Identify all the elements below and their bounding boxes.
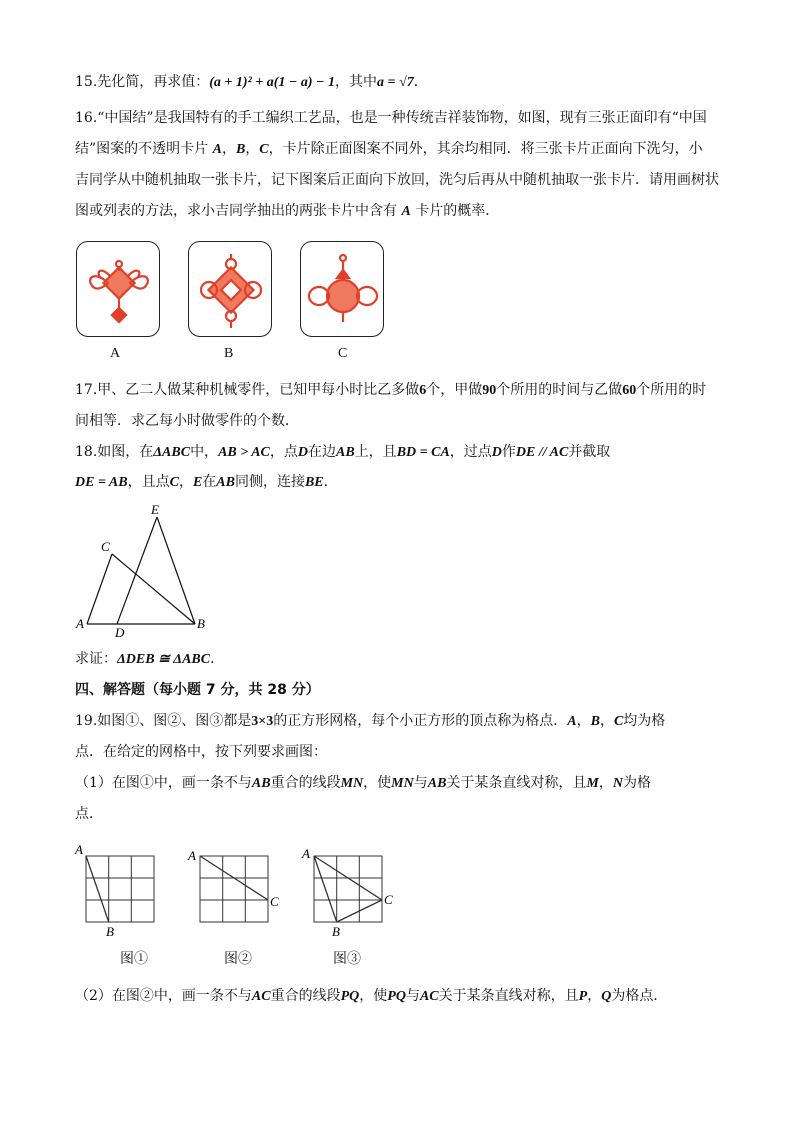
- q19-p1e: 关于某条直线对称，且: [446, 775, 587, 791]
- q16-line2b: ，卡片除正面图案不同外，其余均相同．将三张卡片正面向下洗匀，小: [268, 141, 703, 157]
- q19-p2-pq: PQ: [340, 989, 360, 1004]
- q16-sep2: ，: [245, 141, 260, 157]
- q18-line1: [75, 442, 610, 463]
- q15-line: [75, 72, 428, 93]
- segment-de: [117, 517, 157, 624]
- card-a: [76, 241, 160, 337]
- label-d: D: [115, 625, 125, 640]
- q17-line2: 间相等．求乙每小时做零件的个数．: [75, 413, 299, 429]
- q18-line2b: ，: [178, 474, 193, 490]
- q18-d: D: [297, 445, 308, 460]
- q17-n2: 90: [482, 383, 497, 398]
- q18-par: DE // AC: [515, 445, 569, 460]
- q19-p1-ab2: AB: [427, 776, 447, 791]
- fig3-label-b: B: [332, 924, 340, 939]
- q19-line1: [75, 711, 665, 732]
- card-b: [188, 241, 272, 337]
- q19-p1b: 重合的线段: [270, 775, 341, 791]
- q19-grid-fig3: [298, 840, 408, 940]
- card-c: [300, 241, 384, 337]
- q18-line1g: 作: [501, 444, 516, 460]
- q18-line1a: 18.如图，在: [75, 444, 154, 460]
- q16-line4b: 卡片的概率．: [410, 203, 500, 219]
- q17-line1b: 个，甲做: [426, 382, 483, 398]
- q17-line1: [75, 380, 706, 401]
- q18-line1c: ，点: [269, 444, 298, 460]
- q15-lead: 15.先化简，再求值：: [75, 74, 210, 90]
- label-b: B: [197, 616, 205, 631]
- q19-p1f: ，: [598, 775, 613, 791]
- q18-line2a: ，且点: [127, 474, 170, 490]
- q15-mid: ，其中: [335, 74, 378, 90]
- q19-line1c: 均为格: [623, 713, 666, 729]
- q19-p2d: 与: [405, 988, 420, 1004]
- q19-p1g: 为格: [623, 775, 651, 791]
- q19-grid-fig1: [70, 840, 170, 940]
- q19-p1-mn2: MN: [391, 776, 414, 791]
- q19-pa: A: [567, 714, 577, 729]
- q19-p1-n: N: [612, 776, 623, 791]
- q19-p1d: 与: [413, 775, 428, 791]
- q18-proof-stmt: ΔDEB ≅ ΔABC: [117, 652, 211, 667]
- card-c-caption: C: [338, 346, 348, 361]
- q18-tri: ΔABC: [153, 445, 191, 460]
- q17-n1: 6: [419, 383, 427, 398]
- q17-line1a: 17.甲、乙二人做某种机械零件，已知甲每小时比乙多做: [75, 382, 420, 398]
- label-c: C: [101, 539, 110, 554]
- label-a: A: [76, 616, 84, 631]
- q19-s2: ，: [599, 713, 614, 729]
- q19-s1: ，: [576, 713, 591, 729]
- q16-line2: [75, 139, 703, 160]
- q15-expression: (a + 1)² + a(1 − a) − 1: [209, 75, 336, 90]
- q16-line4: [75, 201, 499, 222]
- q15-end: ．: [413, 74, 428, 90]
- q19-p1a: （1）在图①中，画一条不与: [75, 775, 252, 791]
- q19-p2c: ，使: [359, 988, 388, 1004]
- q19-p2-line1: [75, 986, 667, 1007]
- chinese-knot-a-icon: [77, 242, 161, 338]
- q18-line2: [75, 472, 338, 493]
- q16-line1: 16.“中国结”是我国特有的手工编织工艺品，也是一种传统吉祥装饰物，如图，现有三张正面印有“中国: [75, 110, 707, 126]
- q18-line1f: ，过点: [449, 444, 492, 460]
- segment-ac: [87, 554, 112, 624]
- q18-eq1: BD = CA: [396, 445, 450, 460]
- card-a-caption: A: [110, 346, 121, 361]
- fig1-label-a: A: [75, 842, 83, 857]
- q18-line1h: 并截取: [568, 444, 611, 460]
- q16-line4-var: A: [401, 204, 411, 219]
- q19-p2g: 为格点．: [611, 988, 668, 1004]
- q19-grid-fig2: [184, 840, 294, 940]
- q19-p2f: ，: [587, 988, 602, 1004]
- q19-p2e: 关于某条直线对称，且: [438, 988, 579, 1004]
- q19-p1-line2: 点．: [75, 806, 103, 822]
- q18-ineq: AB > AC: [218, 445, 270, 460]
- q19-line2: 点．在给定的网格中，按下列要求画图：: [75, 744, 327, 760]
- q19-p2-ac2: AC: [419, 989, 439, 1004]
- q19-p2-ac: AC: [251, 989, 271, 1004]
- q18-d2: D: [491, 445, 502, 460]
- q18-proof: [75, 649, 224, 670]
- fig1-label-b: B: [106, 924, 114, 939]
- q19-pb: B: [590, 714, 600, 729]
- fig1-caption: 图①: [120, 951, 148, 967]
- q17-line1d: 个所用的时: [636, 382, 707, 398]
- card-b-caption: B: [224, 346, 234, 361]
- q19-p2-pq2: PQ: [387, 989, 406, 1004]
- q19-p1c: ，使: [363, 775, 392, 791]
- q16-var-c: C: [259, 142, 269, 157]
- fig2-caption: 图②: [224, 951, 252, 967]
- fig1-segment-ab: [86, 856, 109, 922]
- q18-ab2: AB: [216, 475, 235, 490]
- q16-line3: 吉同学从中随机抽取一张卡片，记下图案后正面向下放回，洗匀后再从中随机抽取一张卡片．请用画树状: [75, 172, 719, 188]
- q18-proof-end: ．: [210, 651, 225, 667]
- fig3-segment-ab: [314, 856, 337, 922]
- q18-be: BE: [304, 475, 324, 490]
- q18-figure: [70, 500, 220, 640]
- q16-sep1: ，: [221, 141, 236, 157]
- q19-p1-line1: [75, 773, 651, 794]
- q19-p1-mn: MN: [340, 776, 364, 791]
- q19-p2-q: Q: [601, 989, 612, 1004]
- q18-line1b: 中，: [190, 444, 219, 460]
- fig3-label-c: C: [384, 892, 393, 907]
- q19-pc: C: [613, 714, 624, 729]
- fig3-caption: 图③: [333, 951, 361, 967]
- q18-line2e: ．: [323, 474, 338, 490]
- q16-line4a: 图或列表的方法，求小吉同学抽出的两张卡片中含有: [75, 203, 402, 219]
- fig2-label-a: A: [188, 848, 196, 863]
- q17-line1c: 个所用的时间与乙做: [496, 382, 623, 398]
- q19-line1a: 19.如图①、图②、图③都是: [75, 713, 252, 729]
- q16-line2a: 结”图案的不透明卡片: [75, 141, 213, 157]
- q18-line1d: 在边: [308, 444, 336, 460]
- q18-line2c: 在: [202, 474, 217, 490]
- q19-p2a: （2）在图②中，画一条不与: [75, 988, 252, 1004]
- q18-e: E: [192, 475, 203, 490]
- chinese-knot-b-icon: [189, 242, 273, 338]
- q18-line2d: 同侧，连接: [234, 474, 305, 490]
- q16-var-a: A: [212, 142, 222, 157]
- q18-c: C: [169, 475, 179, 490]
- q18-line1e: 上，且: [354, 444, 397, 460]
- q19-p1-m: M: [586, 776, 599, 791]
- q18-proof-lead: 求证：: [75, 651, 117, 667]
- label-e: E: [151, 502, 159, 517]
- section-4-title: 四、解答题（每小题 7 分，共 28 分）: [75, 682, 320, 698]
- q18-eq2: DE = AB: [75, 475, 128, 490]
- q19-grid-size: 3×3: [251, 714, 274, 729]
- q19-p2-p: P: [578, 989, 588, 1004]
- chinese-knot-c-icon: [301, 242, 385, 338]
- q15-condition: a = √7: [377, 75, 414, 90]
- fig3-label-a: A: [302, 846, 310, 861]
- q16-var-b: B: [235, 142, 246, 157]
- fig2-label-c: C: [270, 894, 279, 909]
- q19-p2b: 重合的线段: [270, 988, 341, 1004]
- q17-n3: 60: [622, 383, 637, 398]
- q19-p1-ab: AB: [251, 776, 271, 791]
- q19-line1b: 的正方形网格，每个小正方形的顶点称为格点．: [273, 713, 568, 729]
- q18-ab: AB: [336, 445, 355, 460]
